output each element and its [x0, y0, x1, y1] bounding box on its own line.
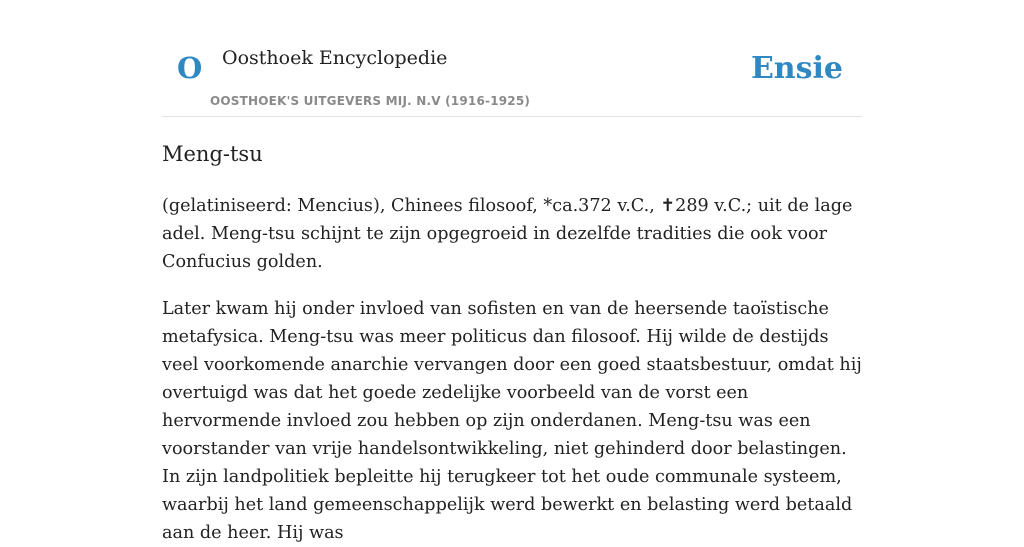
- article-paragraph-2: Later kwam hij onder invloed van sofisten en van de heersende taoïstische metafysica. Meng-tsu was meer politicus dan filosoof. Hij wilde de destijds veel voorkomende anarchie vervangen door een goed staatsbestuur, omdat hij overtuigd was dat het goede zedelijke voorbeeld van de vorst een hervormende invloed zou hebben op zijn onderdanen. Meng-tsu was een voorstander van vrije handelsontwikkeling, niet gehinderd door belastingen. In zijn landpolitiek bepleitte hij terugkeer tot het oude communale systeem, waarbij het land gemeenschappelijk werd bewerkt en belasting werd betaald aan de heer. Hij was: [162, 299, 862, 543]
- encyclopedia-title[interactable]: Oosthoek Encyclopedie: [222, 47, 448, 69]
- index-letter[interactable]: O: [177, 51, 203, 85]
- ensie-logo[interactable]: Ensie: [750, 51, 843, 86]
- article-title: Meng-tsu: [162, 142, 263, 166]
- header: [162, 0, 862, 117]
- article: [162, 134, 868, 547]
- publisher-subtitle: OOSTHOEK'S UITGEVERS MIJ. N.V (1916-1925): [210, 94, 531, 108]
- article-paragraph-1: (gelatiniseerd: Mencius), Chinees filosoof, *ca.372 v.C., ✝289 v.C.; uit de lage adel. Meng-tsu schijnt te zijn opgegroeid in dezelfde tradities die ook voor Confucius golden.: [162, 196, 853, 272]
